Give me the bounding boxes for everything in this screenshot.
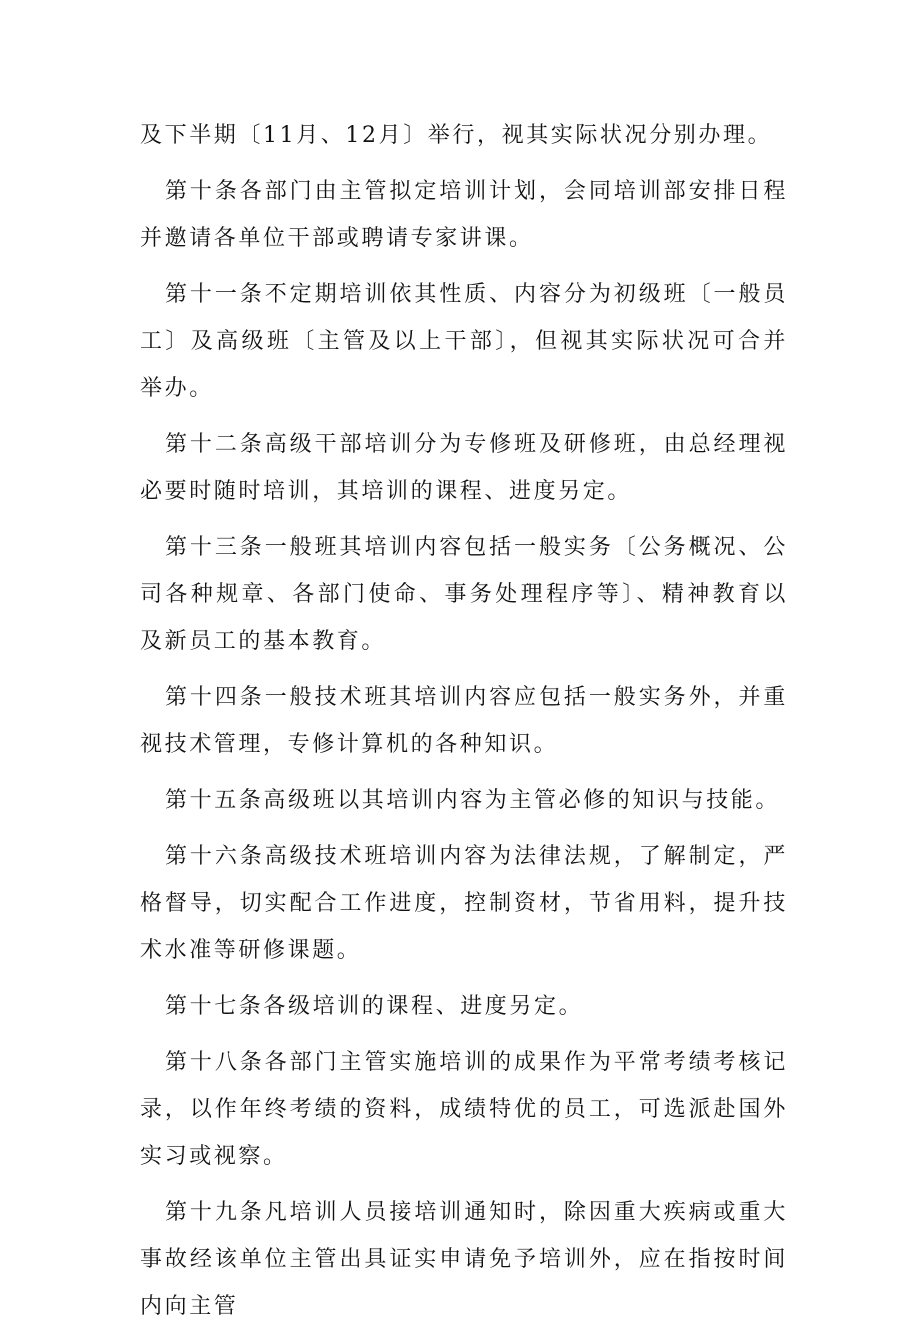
article-14: 第十四条一般技术班其培训内容应包括一般实务外，并重视技术管理，专修计算机的各种知识。 (140, 685, 788, 757)
article-19: 第十九条凡培训人员接培训通知时，除因重大疾病或重大事故经该单位主管出具证实申请免予培训外，应在指按时间内向主管 (140, 1200, 788, 1319)
article-18: 第十八条各部门主管实施培训的成果作为平常考绩考核记录，以作年终考绩的资料，成绩特优的员工，可选派赴国外实习或视察。 (140, 1050, 788, 1169)
article-15: 第十五条高级班以其培训内容为主管必修的知识与技能。 (165, 788, 781, 813)
article-16: 第十六条高级技术班培训内容为法律法规，了解制定，严格督导，切实配合工作进度，控制资材，节省用料，提升技术水准等研修课题。 (140, 844, 788, 963)
document-body (140, 112, 788, 1339)
article-12: 第十二条高级干部培训分为专修班及研修班，由总经理视必要时随时培训，其培训的课程、进度另定。 (140, 432, 788, 504)
article-11: 第十一条不定期培训依其性质、内容分为初级班〔一般员工〕及高级班〔主管及以上干部〕，但视其实际状况可合并举办。 (140, 282, 788, 401)
article-17: 第十七条各级培训的课程、进度另定。 (165, 994, 584, 1019)
paragraph-continuation: 及下半期〔11月、12月〕举行，视其实际状况分别办理。 (140, 123, 773, 148)
article-10: 第十条各部门由主管拟定培训计划，会同培训部安排日程并邀请各单位干部或聘请专家讲课。 (140, 179, 788, 251)
article-13: 第十三条一般班其培训内容包括一般实务〔公务概况、公司各种规章、各部门使命、事务处理程序等〕、精神教育以及新员工的基本教育。 (140, 535, 788, 654)
